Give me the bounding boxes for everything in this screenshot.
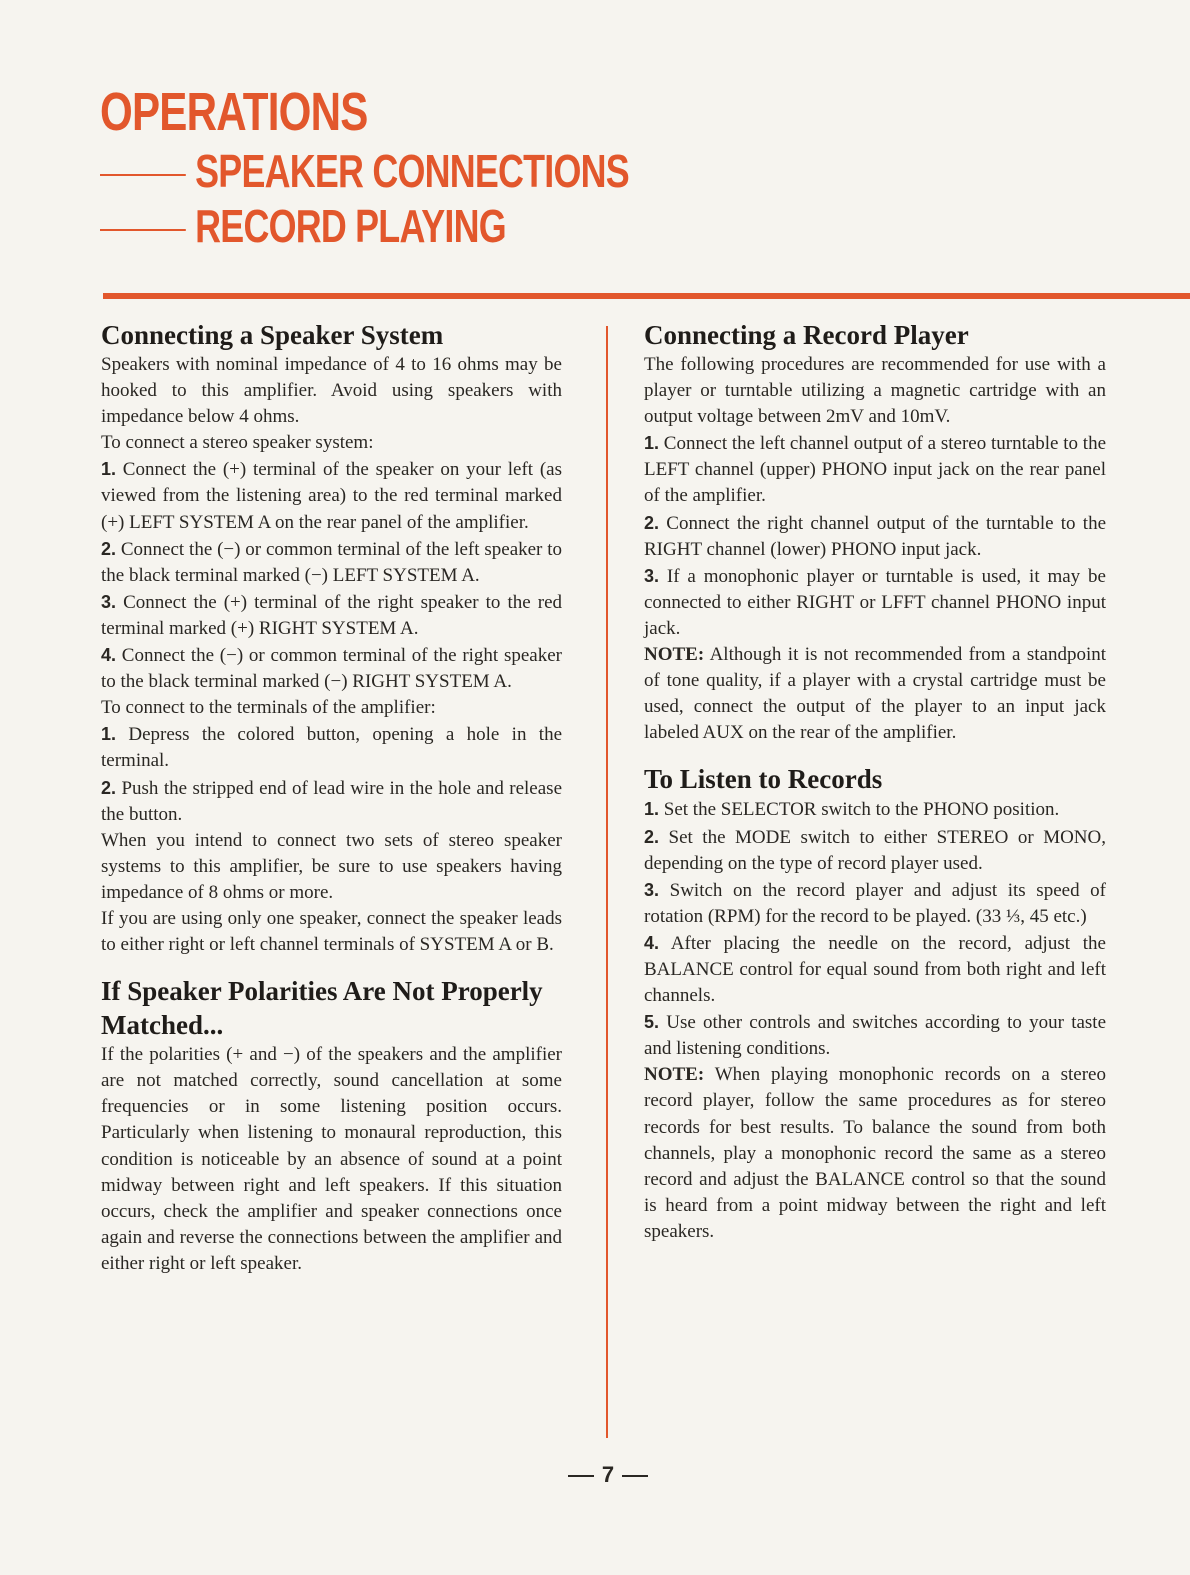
list-item <box>101 536 562 589</box>
list-item <box>644 877 1106 930</box>
step-text: Switch on the record player and adjust its speed of rotation (RPM) for the record to be played. (33 ⅓, 45 etc.) <box>644 879 1107 927</box>
paragraph: If the polarities (+ and −) of the speakers and the amplifier are not matched correctly, sound cancellation at some frequencies or in some listening position occurs. Particularly when listening to monaural reproduction, this condition is noticeable by an absence of sound at a point midway between right and left speakers. If this situation occurs, check the amplifier and speaker connections once again and reverse the connections between the amplifier and either right or left speaker. <box>101 1044 562 1274</box>
step-text: Connect the (+) terminal of the right speaker to the red terminal marked (+) RIGHT SYSTEM A. <box>101 591 563 639</box>
step-number: 1. <box>644 433 660 454</box>
note-label: NOTE: <box>644 644 705 666</box>
step-text: Push the stripped end of lead wire in the hole and release the button. <box>101 777 562 825</box>
list-item <box>101 456 562 535</box>
paragraph: When you intend to connect two sets of stereo speaker systems to this amplifier, be sure to use speakers having impedance of 8 ohms or more. <box>101 829 562 903</box>
step-text: Set the SELECTOR switch to the PHONO position. <box>663 799 1060 821</box>
step-number: 1. <box>101 459 117 480</box>
step-text: Connect the (−) or common terminal of the left speaker to the black terminal marked (−) LEFT SYSTEM A. <box>101 538 563 586</box>
subtitle-text: RECORD PLAYING <box>195 200 506 252</box>
note-text: Although it is not recommended from a standpoint of tone quality, if a player with a crystal cartridge must be used, connect the output of the player to an input jack labeled AUX on the rear of the amplifier. <box>644 644 1107 744</box>
section-heading: Connecting a Record Player <box>644 320 969 350</box>
list-item <box>644 930 1106 1009</box>
step-text: Use other controls and switches according to your taste and listening conditions. <box>644 1012 1107 1060</box>
step-text: Connect the (−) or common terminal of the right speaker to the black terminal marked (−) RIGHT SYSTEM A. <box>101 645 562 693</box>
column-divider <box>606 326 608 1438</box>
step-number: 2. <box>101 777 117 798</box>
list-item <box>644 796 1106 823</box>
step-text: Connect the (+) terminal of the speaker on your left (as viewed from the listening area) to the red terminal marked (+) LEFT SYSTEM A on the rear panel of the amplifier. <box>101 459 562 533</box>
header-divider <box>103 293 1190 299</box>
page-footer <box>558 1462 658 1488</box>
step-number: 4. <box>101 645 117 666</box>
list-item <box>644 1009 1106 1062</box>
note <box>644 642 1106 746</box>
title-dash <box>100 174 186 176</box>
step-number: 3. <box>101 591 117 612</box>
subtitle-record-playing <box>100 200 629 252</box>
step-number: 2. <box>101 538 117 559</box>
list-item <box>101 721 562 774</box>
step-text: Connect the left channel output of a stereo turntable to the LEFT channel (upper) PHONO input jack on the rear panel of the amplifier. <box>644 433 1106 507</box>
step-number: 5. <box>644 1012 660 1033</box>
section-heading: To Listen to Records <box>644 764 883 795</box>
step-text: Set the MODE switch to either STEREO or MONO, depending on the type of record player used. <box>644 826 1106 874</box>
subtitle-speaker-connections <box>100 145 629 197</box>
list-item <box>101 642 562 695</box>
step-text: After placing the needle on the record, adjust the BALANCE control for equal sound from both right and left channels. <box>644 932 1106 1007</box>
footer-dash <box>568 1475 594 1477</box>
right-column <box>644 318 1106 1245</box>
list-item <box>644 563 1106 642</box>
paragraph: To connect a stereo speaker system: <box>101 432 374 454</box>
page-title: OPERATIONS <box>100 82 368 142</box>
step-text: If a monophonic player or turntable is used, it may be connected to either RIGHT or LFFT channel PHONO input jack. <box>644 565 1106 639</box>
note <box>644 1062 1106 1245</box>
list-item <box>644 824 1106 877</box>
note-label: NOTE: <box>644 1064 705 1086</box>
step-number: 3. <box>644 565 660 586</box>
list-item <box>644 510 1106 563</box>
list-item <box>101 775 562 828</box>
step-number: 1. <box>101 724 117 745</box>
step-text: Connect the right channel output of the turntable to the RIGHT channel (lower) PHONO input jack. <box>644 512 1106 560</box>
list-item <box>644 430 1106 509</box>
paragraph: Speakers with nominal impedance of 4 to 16 ohms may be hooked to this amplifier. Avoid using speakers with impedance below 4 ohms. <box>101 354 562 428</box>
note-text: When playing monophonic records on a stereo record player, follow the same procedures as for stereo records for best results. To balance the sound from both channels, play a monophonic record the same as a stereo record and adjust the BALANCE control so that the sound is heard from a point midway between the right and left speakers. <box>644 1064 1106 1242</box>
step-number: 4. <box>644 932 660 953</box>
step-number: 2. <box>644 826 660 847</box>
subtitle-text: SPEAKER CONNECTIONS <box>195 145 629 197</box>
page-number: 7 <box>601 1462 615 1487</box>
step-number: 1. <box>644 799 660 820</box>
section-heading: If Speaker Polarities Are Not Properly Matched... <box>101 976 543 1041</box>
step-number: 2. <box>644 512 660 533</box>
page-header <box>100 82 778 252</box>
footer-dash <box>622 1475 648 1477</box>
step-number: 3. <box>644 879 660 900</box>
left-column <box>101 318 562 1277</box>
section-heading: Connecting a Speaker System <box>101 320 444 350</box>
paragraph: The following procedures are recommended for use with a player or turntable utilizing a magnetic cartridge with an output voltage between 2mV and 10mV. <box>644 354 1106 428</box>
list-item <box>101 589 562 642</box>
paragraph: To connect to the terminals of the amplifier: <box>101 697 436 719</box>
paragraph: If you are using only one speaker, connect the speaker leads to either right or left channel terminals of SYSTEM A or B. <box>101 907 562 956</box>
step-text: Depress the colored button, opening a hole in the terminal. <box>101 724 562 772</box>
title-dash <box>100 229 186 231</box>
